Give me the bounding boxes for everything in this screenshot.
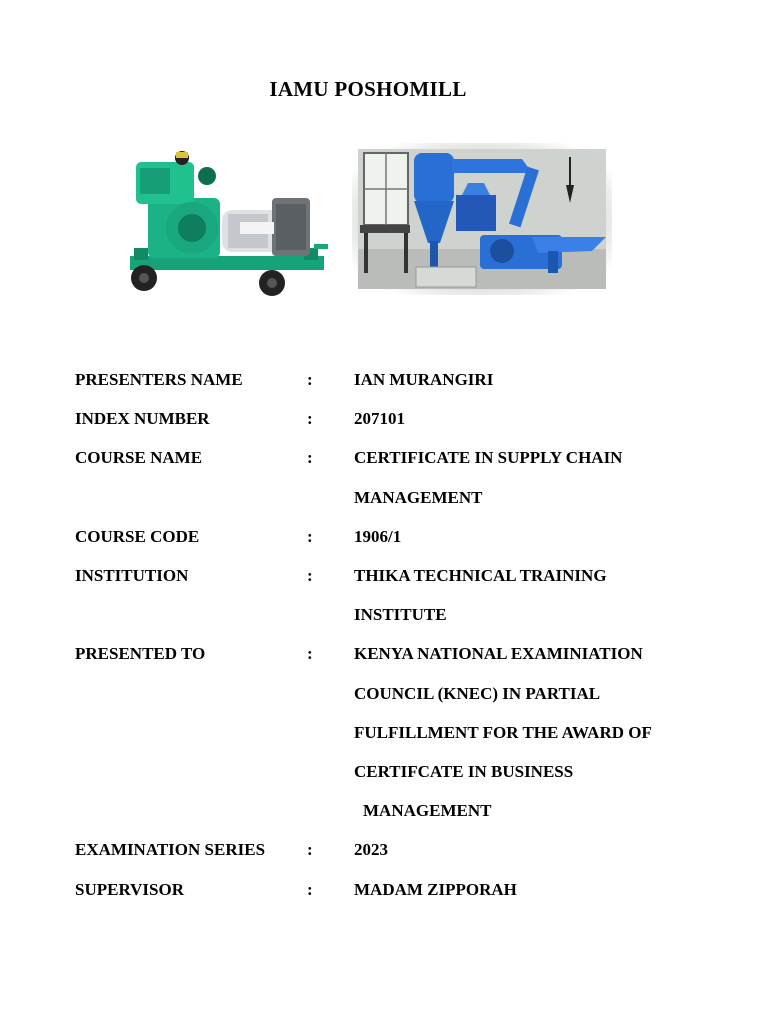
field-label: PRESENTED TO [75,644,206,664]
field-label: EXAMINATION SERIES [75,840,266,860]
field-value: INSTITUTE [354,605,447,625]
field-label: COURSE NAME [75,448,203,468]
field-value: 1906/1 [354,526,402,546]
field-value: THIKA TECHNICAL TRAINING [354,566,607,585]
field-value: IAN MURANGIRI [354,370,494,389]
field-separator: : [307,526,313,546]
field-label: PRESENTERS NAME [75,370,243,389]
field-value: KENYA NATIONAL EXAMINIATION [354,644,643,664]
field-value: MANAGEMENT [363,801,492,821]
field-label: COURSE CODE [75,526,200,546]
field-separator: : [307,448,313,468]
field-value: 207101 [354,409,405,429]
field-separator: : [307,409,313,429]
field-value: CERTIFICATE IN SUPPLY CHAIN [354,448,623,468]
field-separator: : [307,840,313,860]
field-value: MADAM ZIPPORAH [354,879,517,899]
generator-set-icon [122,148,330,300]
field-separator: : [307,370,313,389]
field-value: FULFILLMENT FOR THE AWARD OF [354,722,652,742]
field-value: COUNCIL (KNEC) IN PARTIAL [354,683,601,703]
field-separator: : [307,566,313,585]
field-separator: : [307,644,313,664]
field-value: CERTIFCATE IN BUSINESS [354,762,574,781]
field-value: 2023 [354,840,388,860]
field-label: INDEX NUMBER [75,409,210,429]
field-label: SUPERVISOR [75,879,184,899]
field-label: INSTITUTION [75,566,189,585]
field-separator: : [307,879,313,899]
posho-mill-machine-icon [352,143,612,295]
field-value: MANAGEMENT [354,487,483,507]
document-title: IAMU POSHOMILL [269,77,467,101]
